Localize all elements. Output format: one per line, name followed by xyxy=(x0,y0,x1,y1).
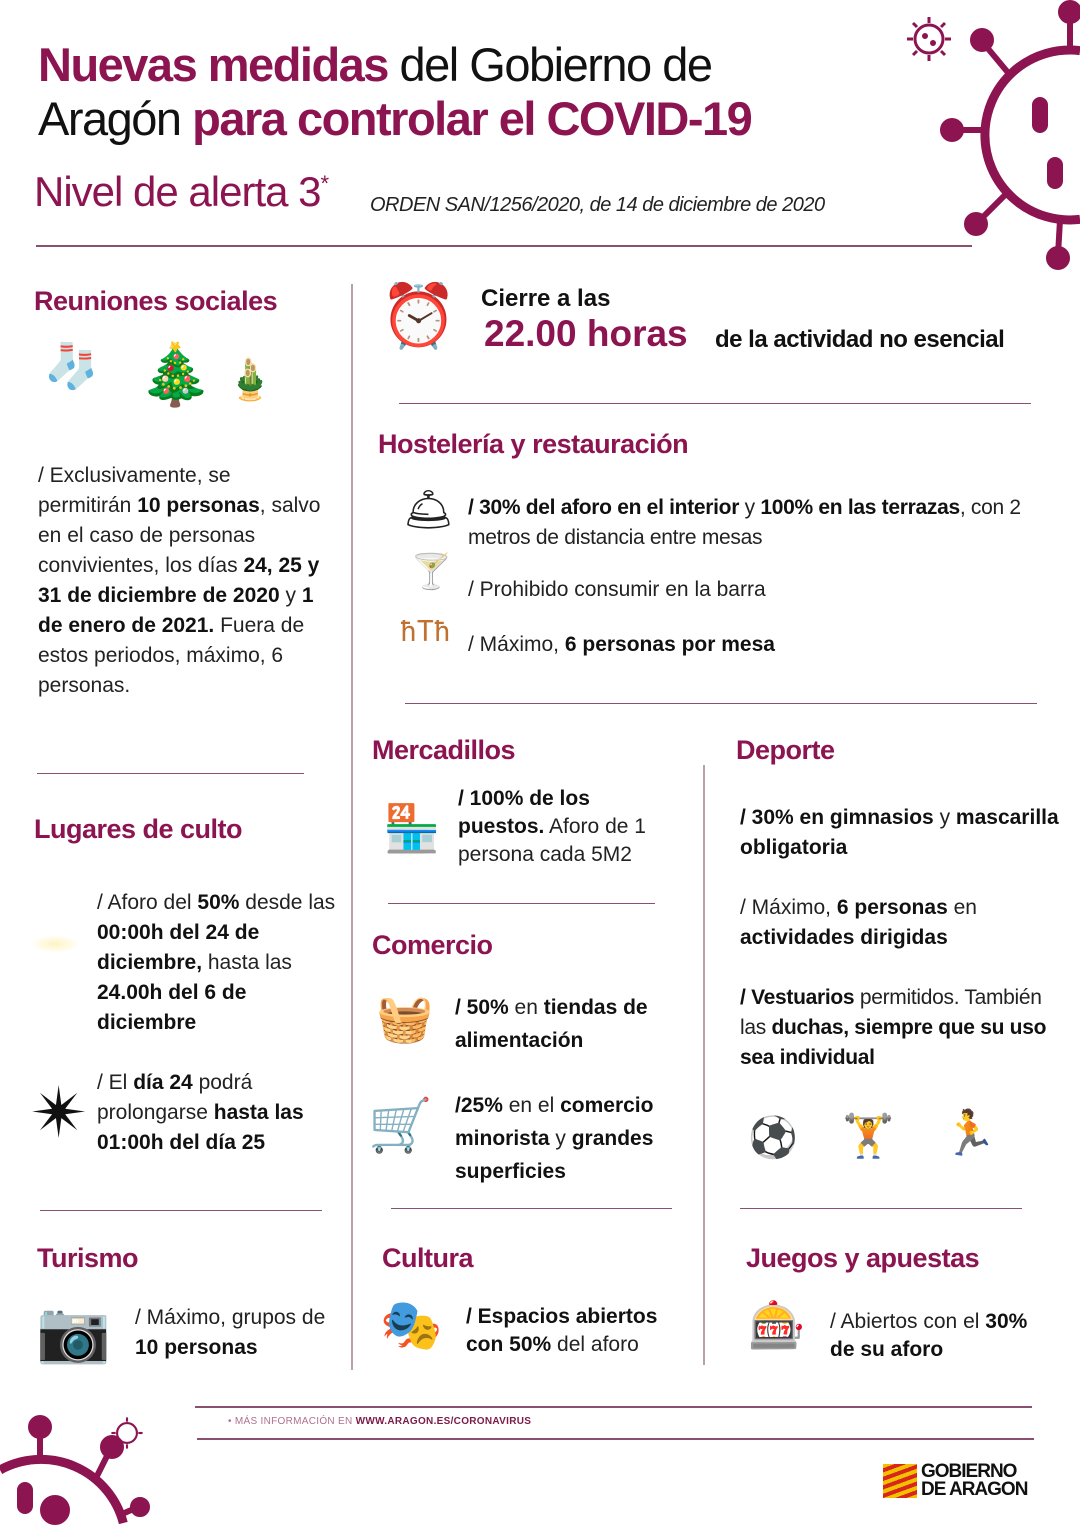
bold-text: 6 personas por mesa xyxy=(564,633,775,656)
text: en xyxy=(508,996,544,1019)
aragon-flag-icon xyxy=(883,1464,917,1498)
title-line-1 xyxy=(38,38,918,92)
serving-cloche-icon: 🛎 xyxy=(403,488,454,532)
bold-text: / 100% de los puestos. xyxy=(458,787,590,838)
hosteleria-item-3 xyxy=(468,630,1028,660)
bold-text: Nuevas medidas xyxy=(38,38,388,91)
bold-text: / 30% del aforo en el interior xyxy=(468,496,740,519)
text: en xyxy=(947,896,977,919)
alert-level-mark: * xyxy=(320,171,329,196)
bold-text: 24, 25 y 31 de diciembre de 2020 xyxy=(38,554,320,607)
text: y xyxy=(279,584,302,607)
text: / Aforo del xyxy=(97,891,198,914)
cierre-line-2: de la actividad no esencial xyxy=(715,326,1005,353)
bold-text: 50% xyxy=(197,891,240,914)
bold-text: tiendas de alimentación xyxy=(455,996,648,1052)
text: podrá prolongarse xyxy=(97,1071,253,1124)
bold-text: 1 de enero de 2021. xyxy=(38,584,314,637)
text: en el xyxy=(502,1094,561,1117)
comercio-item-2 xyxy=(455,1089,695,1188)
soccer-ball-icon: ⚽ xyxy=(748,1116,798,1160)
text: , salvo en el caso de personas convivientes, los días xyxy=(38,494,321,577)
text: permitidos. También las xyxy=(740,986,1042,1039)
text: / Máximo, xyxy=(468,633,565,656)
footer-divider-top xyxy=(195,1406,1032,1408)
bold-text: hasta las 01:00h del día 25 xyxy=(97,1101,304,1154)
shopping-cart-icon: 🛒 xyxy=(368,1097,433,1155)
text: Fuera de estos periodos, máximo, 6 personas. xyxy=(38,614,305,697)
column-divider xyxy=(703,765,705,1365)
bold-text: mascarilla obligatoria xyxy=(740,806,1059,859)
bold-text: 10 personas xyxy=(135,1336,258,1359)
header-divider xyxy=(36,245,972,247)
camera-icon: 📷 xyxy=(36,1298,111,1365)
bold-text: 6 personas xyxy=(836,896,948,919)
reuniones-heading: Reuniones sociales xyxy=(34,286,278,316)
order-reference: ORDEN SAN/1256/2020, de 14 de diciembre de 2020 xyxy=(370,194,825,216)
poker-chips-icon: 🎰 xyxy=(748,1299,806,1351)
stocking-icon: 🧦 xyxy=(44,342,99,391)
hosteleria-item-2 xyxy=(468,575,1028,605)
text: del aforo xyxy=(551,1333,639,1356)
more-info-link[interactable]: WWW.ARAGON.ES/CORONAVIRUS xyxy=(355,1416,532,1427)
culto-heading: Lugares de culto xyxy=(34,814,243,844)
runner-icon: 🏃 xyxy=(942,1109,997,1158)
text: del Gobierno de xyxy=(387,38,712,91)
cultura-text xyxy=(466,1303,696,1359)
text: desde las xyxy=(239,891,336,914)
logo-text: GOBIERNO DE ARAGON xyxy=(921,1461,1028,1500)
cocktail-icon: 🍸 xyxy=(410,553,453,591)
bold-text: para controlar el COVID-19 xyxy=(192,92,752,145)
section-divider xyxy=(37,773,304,774)
bold-text: actividades dirigidas xyxy=(740,926,948,949)
deporte-item-1 xyxy=(740,803,1060,863)
hosteleria-item-1 xyxy=(468,493,1038,553)
grocery-basket-icon: 🧺 xyxy=(376,992,434,1044)
more-info xyxy=(228,1416,531,1427)
deporte-heading: Deporte xyxy=(736,735,835,765)
bold-text: / Vestuarios xyxy=(740,986,855,1009)
bold-text: / 50% xyxy=(455,996,509,1019)
text: / El xyxy=(97,1071,134,1094)
text: / Abiertos con el xyxy=(830,1310,986,1333)
turismo-heading: Turismo xyxy=(37,1243,139,1273)
virus-decoration-icon xyxy=(940,0,1080,270)
small-virus-icon xyxy=(110,1416,144,1450)
section-divider xyxy=(391,1208,672,1209)
comercio-heading: Comercio xyxy=(372,930,493,960)
cultura-heading: Cultura xyxy=(382,1243,473,1273)
footer-divider-bottom xyxy=(197,1438,1034,1440)
juegos-text xyxy=(830,1308,1030,1364)
bold-text: 00:00h del 24 de diciembre, xyxy=(97,921,260,974)
text: y xyxy=(933,806,956,829)
bold-text: 10 personas xyxy=(137,494,260,517)
section-divider xyxy=(40,1210,322,1211)
text: , con 2 metros de distancia entre mesas xyxy=(468,496,1021,549)
bold-text: 100% en las terrazas xyxy=(760,496,960,519)
turismo-text xyxy=(135,1303,335,1363)
hosteleria-heading: Hostelería y restauración xyxy=(378,429,689,459)
bold-text: 30% de su aforo xyxy=(830,1310,1028,1361)
alert-level xyxy=(34,168,328,216)
section-divider xyxy=(740,1208,1022,1209)
table-chairs-icon: ħΤħ xyxy=(400,615,451,648)
text: Aragón xyxy=(38,92,193,145)
text: / Máximo, grupos de xyxy=(135,1306,326,1329)
culto-item-1 xyxy=(97,888,345,1038)
mercadillos-text xyxy=(458,785,673,869)
gobierno-aragon-logo xyxy=(883,1463,1041,1499)
more-info-prefix: • MÁS INFORMACIÓN EN xyxy=(228,1416,356,1427)
bold-text: grandes superficies xyxy=(455,1127,654,1183)
text: / Exclusivamente, se permitirán xyxy=(38,464,231,517)
section-divider xyxy=(405,703,1037,704)
light-glow-icon xyxy=(30,935,80,953)
text: y xyxy=(739,496,761,519)
cierre-line-1: Cierre a las xyxy=(481,285,611,312)
text: Aforo de 1 persona cada 5M2 xyxy=(458,815,646,866)
market-stall-icon: 🏪 xyxy=(383,802,441,854)
bold-text: duchas, siempre que su uso sea individual xyxy=(740,1016,1047,1069)
juegos-heading: Juegos y apuestas xyxy=(746,1243,980,1273)
alert-level-text: Nivel de alerta 3 xyxy=(34,168,321,215)
page-title xyxy=(38,38,918,146)
bold-text: / Espacios abiertos con 50% xyxy=(466,1305,658,1356)
christmas-tree-icon: 🎄 xyxy=(138,341,213,408)
bold-text: 24.00h del 6 de diciembre xyxy=(97,981,247,1034)
culto-item-2 xyxy=(97,1068,337,1158)
section-divider xyxy=(388,903,655,904)
deporte-item-2 xyxy=(740,893,1060,953)
section-divider xyxy=(399,403,1031,404)
alarm-clock-icon: ⏰ xyxy=(380,282,458,351)
theater-masks-icon: 🎭 xyxy=(380,1297,443,1353)
cierre-time: 22.00 horas xyxy=(484,313,688,354)
sparkle-star-icon: ✴ xyxy=(30,1074,89,1152)
comercio-item-1 xyxy=(455,991,695,1057)
column-divider xyxy=(351,284,353,1370)
bold-text: comercio minorista xyxy=(455,1094,654,1150)
ornaments-icon: 🎍 xyxy=(225,358,275,402)
deporte-item-3 xyxy=(740,983,1070,1073)
reuniones-text xyxy=(38,461,323,701)
text: / Máximo, xyxy=(740,896,837,919)
bold-text: /25% xyxy=(455,1094,503,1117)
text: y xyxy=(549,1127,572,1150)
text: hasta las xyxy=(202,951,292,974)
weightlifter-icon: 🏋 xyxy=(842,1112,895,1159)
text: / Prohibido consumir en la barra xyxy=(468,578,766,601)
bold-text: día 24 xyxy=(133,1071,193,1094)
bold-text: / 30% en gimnasios xyxy=(740,806,934,829)
mercadillos-heading: Mercadillos xyxy=(372,735,516,765)
title-line-2 xyxy=(38,92,918,146)
